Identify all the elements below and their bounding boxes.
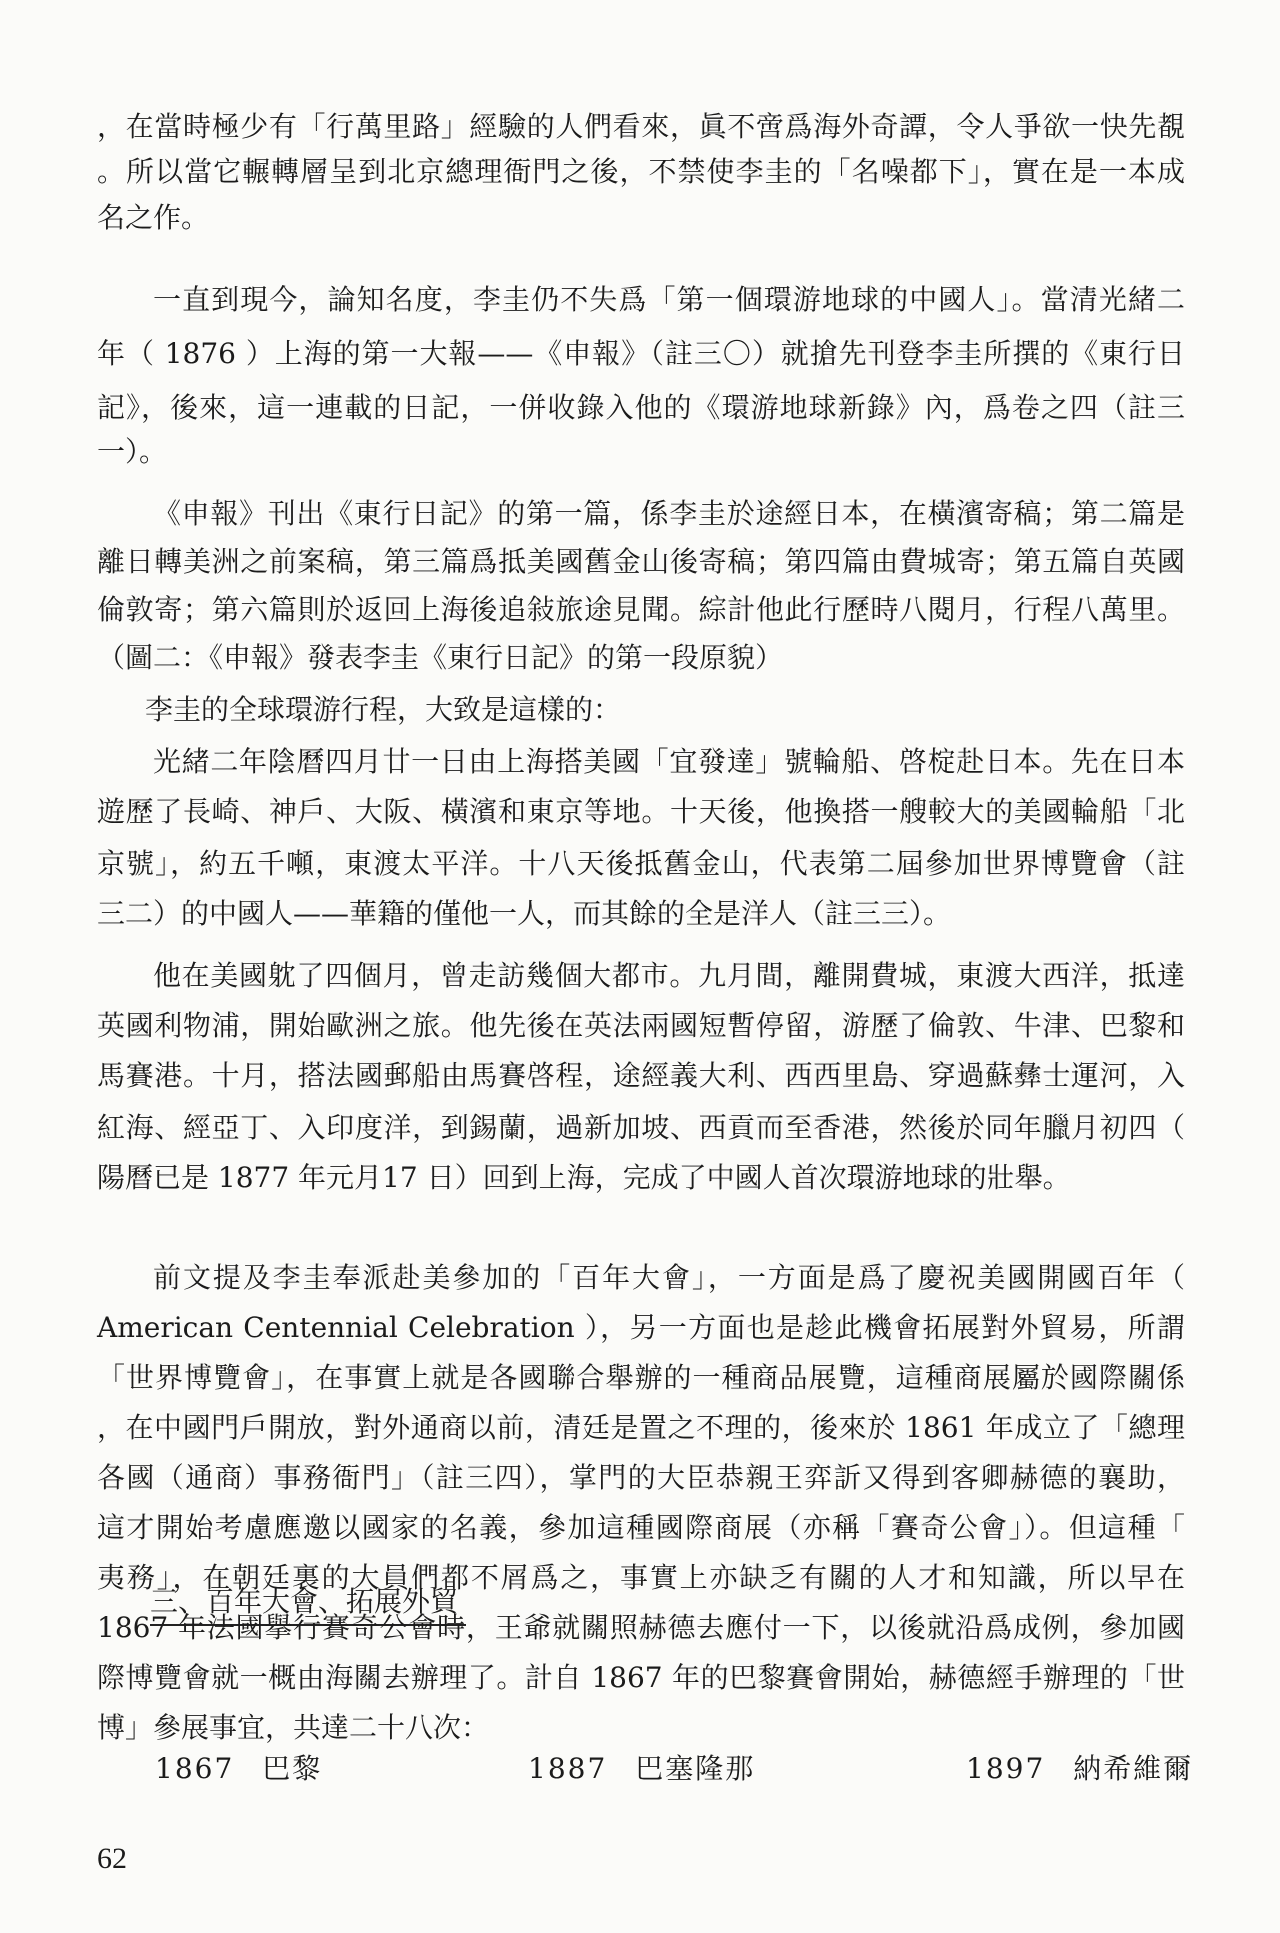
expo-entry (155, 1745, 322, 1793)
text-line: 際博覽會就一概由海關去辦理了。計自 1867 年的巴黎賽會開始，赫德經手辦理的「世 (97, 1661, 1185, 1694)
text-line: 李圭的全球環游行程，大致是這樣的： (145, 693, 622, 726)
text-line: 紅海、經亞丁、入印度洋，到錫蘭，過新加坡、西貢而至香港，然後於同年臘月初四（ (97, 1111, 1185, 1144)
text-line: 博」參展事宜，共達二十八次： (97, 1711, 490, 1744)
text-line: 1867 年法國擧行賽奇公會時，王爺就關照赫德去應付一下，以後就沿爲成例，參加國 (97, 1611, 1185, 1644)
text-line: American Centennial Celebration ），另一方面也是趁此機會拓展對外貿易，所謂 (97, 1311, 1185, 1344)
text-line: 名之作。 (97, 201, 210, 234)
text-line: 倫敦寄；第六篇則於返回上海後追敍旅途見聞。綜計他此行歷時八閱月，行程八萬里。 (97, 593, 1185, 626)
text-line: 光緒二年陰曆四月廿一日由上海搭美國「宜發達」號輪船、啓椗赴日本。先在日本 (153, 745, 1185, 778)
text-line: 一）。 (97, 435, 168, 468)
expo-entry (528, 1745, 755, 1793)
text-line: 三二）的中國人——華籍的僅他一人，而其餘的全是洋人（註三三）。 (97, 897, 952, 930)
expo-year: 1867 (155, 1752, 235, 1785)
expo-city: 巴塞隆那 (635, 1752, 756, 1785)
expo-city: 納希維爾 (1073, 1752, 1194, 1785)
text-line: 各國（通商）事務衙門」（註三四），掌門的大臣恭親王弈訢又得到客卿赫德的襄助， (97, 1461, 1185, 1494)
text-line: 前文提及李圭奉派赴美參加的「百年大會」，一方面是爲了慶祝美國開國百年（ (153, 1261, 1185, 1294)
text-line: 年（ 1876 ）上海的第一大報——《申報》（註三〇）就搶先刊登李圭所撰的《東行日 (97, 337, 1185, 370)
text-line: 夷務」，在朝廷裏的大員們都不屑爲之，事實上亦缺乏有關的人才和知識，所以早在 (97, 1561, 1185, 1594)
text-line: （圖二：《申報》發表李圭《東行日記》的第一段原貌） (97, 641, 784, 674)
section-heading: 三、百年大會、拓展外貿 (150, 1585, 459, 1618)
text-line: 馬賽港。十月，搭法國郵船由馬賽啓程，途經義大利、西西里島、穿過蘇彝士運河，入 (97, 1059, 1185, 1092)
text-line: 陽曆已是 1877 年元月17 日）回到上海，完成了中國人首次環游地球的壯舉。 (97, 1161, 1071, 1194)
text-line: ，在當時極少有「行萬里路」經驗的人們看來，眞不啻爲海外奇譚，令人爭欲一快先覩 (97, 110, 1185, 143)
text-line: 記》，後來，這一連載的日記，一併收錄入他的《環游地球新錄》內，爲卷之四（註三 (97, 391, 1185, 424)
expo-entry (966, 1745, 1193, 1793)
text-line: 他在美國躭了四個月，曾走訪幾個大都市。九月間，離開費城，東渡大西洋，抵達 (153, 959, 1185, 992)
text-line: 《申報》刊出《東行日記》的第一篇，係李圭於途經日本，在橫濱寄稿；第二篇是 (153, 497, 1185, 530)
text-line: 京號」，約五千噸，東渡太平洋。十八天後抵舊金山，代表第二屆參加世界博覽會（註 (97, 847, 1185, 880)
text-line: 「世界博覽會」，在事實上就是各國聯合舉辦的一種商品展覽，這種商展屬於國際關係 (97, 1361, 1185, 1394)
text-line: 離日轉美洲之前案稿，第三篇爲抵美國舊金山後寄稿；第四篇由費城寄；第五篇自英國 (97, 545, 1185, 578)
expo-city: 巴黎 (262, 1752, 323, 1785)
expo-year: 1897 (966, 1752, 1046, 1785)
text-line: 遊歷了長崎、神戶、大阪、橫濱和東京等地。十天後，他換搭一艘較大的美國輪船「北 (97, 795, 1185, 828)
text-line: 。所以當它輾轉層呈到北京總理衙門之後，不禁使李圭的「名噪都下」，實在是一本成 (97, 155, 1185, 188)
text-line: ，在中國門戶開放，對外通商以前，清廷是置之不理的，後來於 1861 年成立了「總理 (97, 1411, 1185, 1444)
expo-year: 1887 (528, 1752, 608, 1785)
page-number: 62 (97, 1842, 127, 1875)
text-line: 這才開始考慮應邀以國家的名義，參加這種國際商展（亦稱「賽奇公會」）。但這種「 (97, 1511, 1185, 1544)
text-line: 一直到現今，論知名度，李圭仍不失爲「第一個環游地球的中國人」。當清光緒二 (153, 283, 1185, 316)
text-line: 英國利物浦，開始歐洲之旅。他先後在英法兩國短暫停留，游歷了倫敦、牛津、巴黎和 (97, 1009, 1185, 1042)
